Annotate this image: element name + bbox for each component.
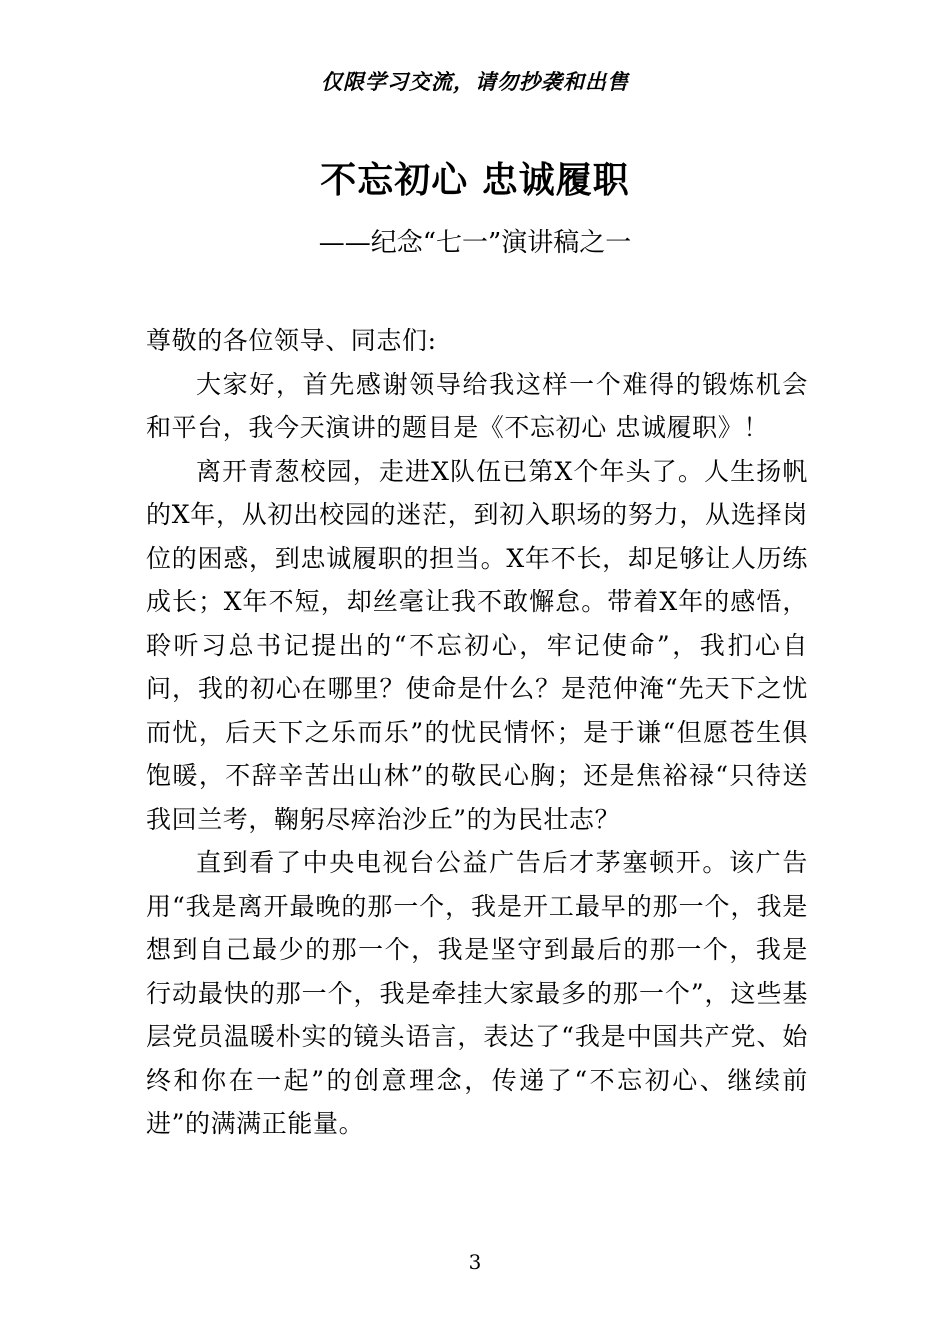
page-subtitle: ——纪念“七一”演讲稿之一 <box>318 228 632 258</box>
page-title: 不忘初心 忠诚履职 <box>320 159 630 201</box>
document-body <box>146 319 808 1146</box>
header-note: 仅限学习交流，请勿抄袭和出售 <box>321 69 629 94</box>
page-number: 3 <box>468 1250 482 1274</box>
paragraph-3: 直到看了中央电视台公益广告后才茅塞顿开。该广告用“我是离开最晚的那一个，我是开工最早的那一个，我是想到自己最少的那一个，我是坚守到最后的那一个，我是行动最快的那一个，我是牵挂大家最多的那一个”，这些基层党员温暖朴实的镜头语言，表达了“我是中国共产党、始终和你在一起”的创意理念，传递了“不忘初心、继续前进”的满满正能量。 <box>146 848 808 1138</box>
paragraph-1: 大家好，首先感谢领导给我这样一个难得的锻炼机会和平台，我今天演讲的题目是《不忘初心 忠诚履职》！ <box>146 369 808 442</box>
salutation: 尊敬的各位领导、同志们: <box>146 326 437 355</box>
paragraph-2: 离开青葱校园，走进X队伍已第X个年头了。人生扬帆的X年，从初出校园的迷茫，到初入职场的努力，从选择岗位的困惑，到忠诚履职的担当。X年不长，却足够让人历练成长；X年不短，却丝毫让我不敢懈怠。带着X年的感悟，聆听习总书记提出的“不忘初心，牢记使命”，我扪心自问，我的初心在哪里？使命是什么？是范仲淹“先天下之忧而忧，后天下之乐而乐”的忧民情怀；是于谦“但愿苍生俱饱暖，不辞辛苦出山林”的敬民心胸；还是焦裕禄“只待送我回兰考，鞠躬尽瘁治沙丘”的为民壮志？ <box>146 456 808 834</box>
